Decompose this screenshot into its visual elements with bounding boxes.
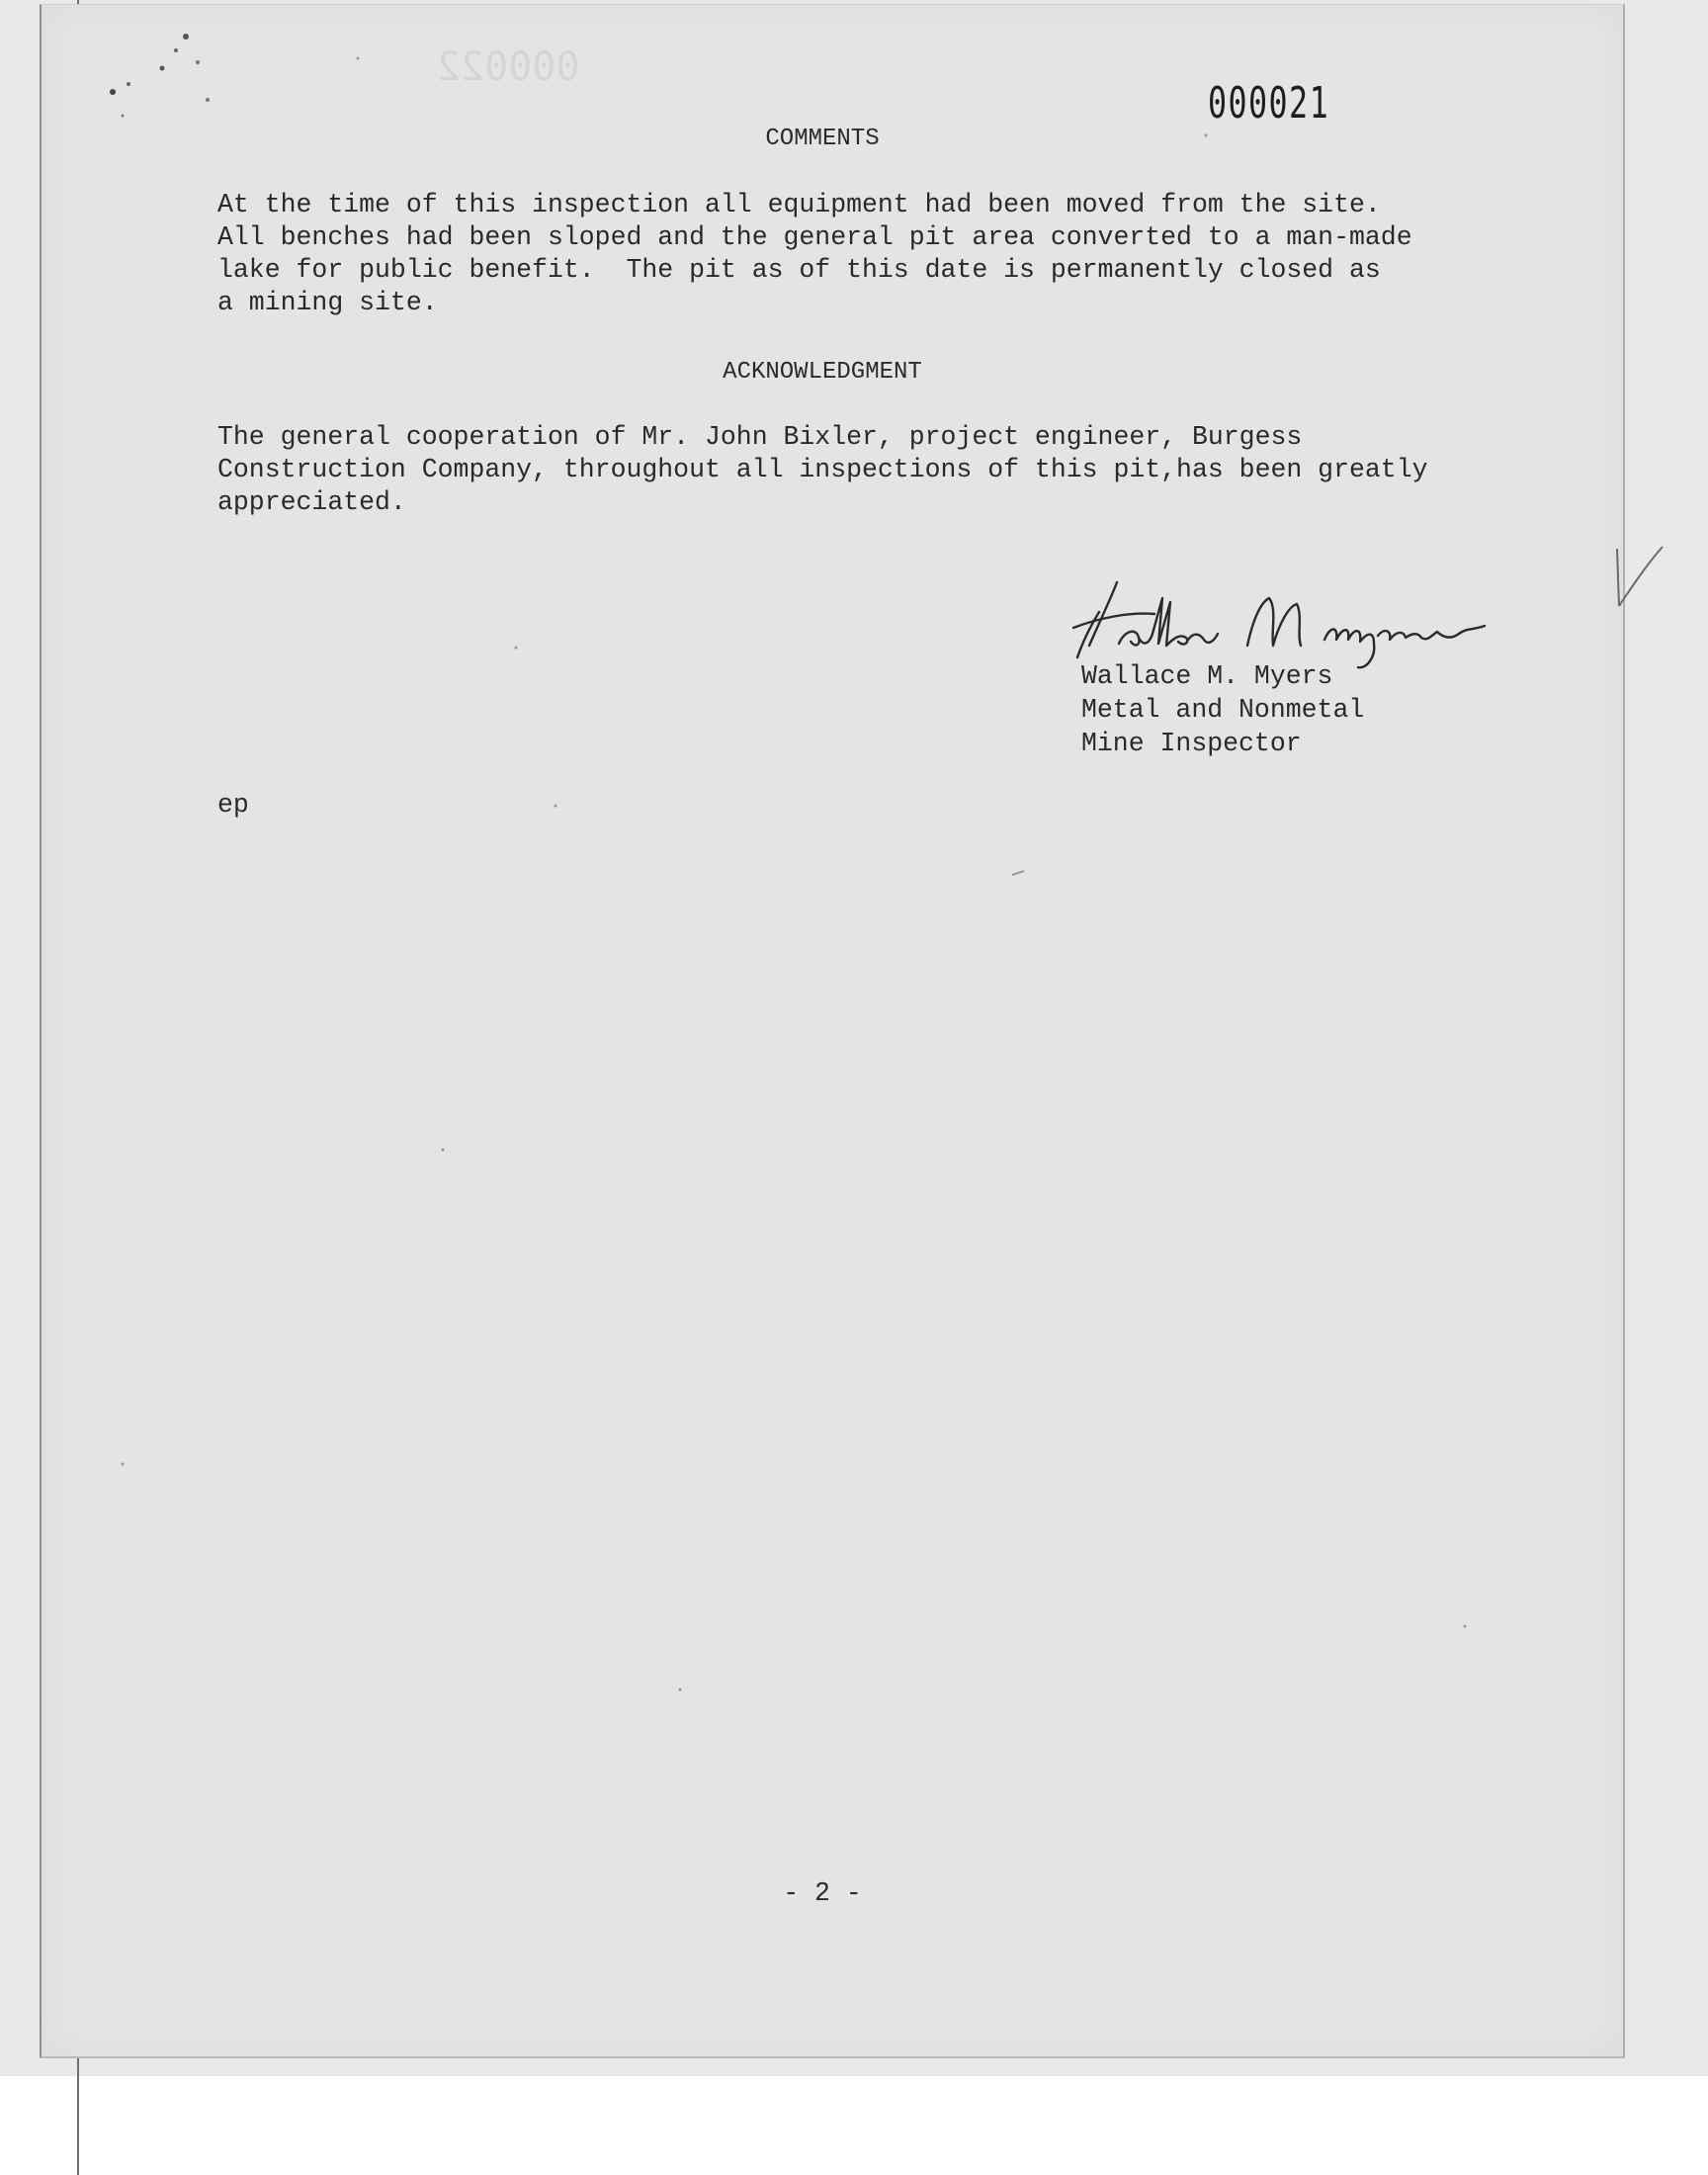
acknowledgment-heading: ACKNOWLEDGMENT [723, 359, 922, 386]
comments-line: a mining site. [217, 288, 438, 317]
signer-name: Wallace M. Myers [1081, 661, 1333, 691]
comments-line: At the time of this inspection all equipment had been moved from the site. [217, 190, 1381, 219]
typist-initials: ep [217, 790, 249, 820]
bleed-through-number: 000022 [437, 44, 580, 90]
margin-check-mark [1611, 539, 1670, 618]
acknowledgment-line: The general cooperation of Mr. John Bixler, project engineer, Burgess [217, 422, 1303, 452]
page-number: - 2 - [783, 1878, 862, 1908]
acknowledgment-line: appreciated. [217, 487, 406, 517]
document-number-stamp: 000021 [1208, 78, 1330, 129]
comments-line: All benches had been sloped and the general pit area converted to a man-made [217, 222, 1412, 252]
comments-line: lake for public benefit. The pit as of this date is permanently closed as [217, 255, 1381, 285]
signer-title-line1: Metal and Nonmetal [1081, 695, 1365, 725]
signature-block [1081, 659, 1364, 760]
acknowledgment-paragraph [217, 421, 1581, 519]
document-page [40, 4, 1625, 2058]
comments-heading: COMMENTS [765, 126, 880, 152]
comments-paragraph [217, 189, 1581, 319]
acknowledgment-line: Construction Company, throughout all inspections of this pit,has been greatly [217, 455, 1428, 484]
signer-title-line2: Mine Inspector [1081, 729, 1302, 758]
